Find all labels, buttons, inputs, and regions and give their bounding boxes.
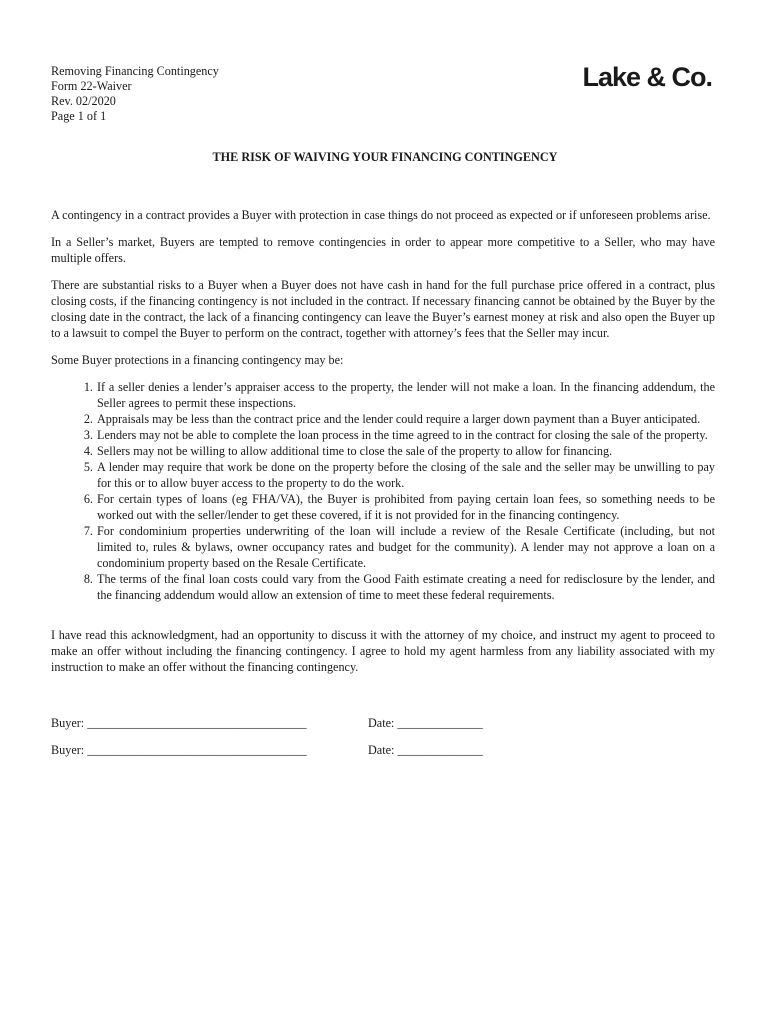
company-logo: Lake & Co. [582, 62, 712, 92]
form-revision: Rev. 02/2020 [51, 94, 116, 108]
list-item: 4. Sellers may not be willing to allow additional time to close the sale of the property to allow for financing. [96, 443, 715, 459]
signature-row-2 [51, 743, 483, 758]
paragraph-contingency: A contingency in a contract provides a Buyer with protection in case things do not proceed as expected or if unforeseen problems arise. [51, 208, 711, 222]
list-item: 3. Lenders may not be able to complete the loan process in the time agreed to in the contract for closing the sale of the property. [96, 427, 715, 443]
list-item: 1. If a seller denies a lender’s appraiser access to the property, the lender will not make a loan. In the financing addendum, the Seller agrees to permit these inspections. [96, 379, 715, 411]
list-item: 8. The terms of the final loan costs could vary from the Good Faith estimate creating a need for redisclosure by the lender, and the financing addendum would allow an extension of time to meet these federal requirements. [96, 571, 715, 603]
list-item: 6. For certain types of loans (eg FHA/VA), the Buyer is prohibited from paying certain loan fees, so something needs to be worked out with the seller/lender to get these covered, if it is not provided for in the financing contingency. [96, 491, 715, 523]
signature-row-1 [51, 716, 483, 731]
page-number: Page 1 of 1 [51, 109, 107, 123]
acknowledgment-paragraph: I have read this acknowledgment, had an opportunity to discuss it with the attorney of my choice, and instruct my agent to proceed to make an offer without including the financing contingency. I agree to hold my agent harmless from any liability associated with my instruction to make an offer without the financing contingency. [51, 628, 715, 674]
form-header-info [51, 64, 219, 124]
protections-list [51, 379, 715, 603]
date-line[interactable]: Date: ______________ [368, 743, 483, 757]
list-item: 5. A lender may require that work be done on the property before the closing of the sale and the seller may be unwilling to pay for this or to allow buyer access to the property to do the work. [96, 459, 715, 491]
buyer-signature-line[interactable]: Buyer: ____________________________________ [51, 716, 307, 730]
list-item: 2. Appraisals may be less than the contract price and the lender could require a larger down payment than a Buyer anticipated. [96, 411, 715, 427]
date-line[interactable]: Date: ______________ [368, 716, 483, 730]
paragraph-sellers-market: In a Seller’s market, Buyers are tempted to remove contingencies in order to appear more competitive to a Seller, who may have multiple offers. [51, 235, 715, 265]
paragraph-protections-intro: Some Buyer protections in a financing contingency may be: [51, 353, 344, 367]
form-name: Removing Financing Contingency [51, 64, 219, 78]
document-title: THE RISK OF WAIVING YOUR FINANCING CONTINGENCY [212, 150, 558, 164]
list-item: 7. For condominium properties underwriting of the loan will include a review of the Resale Certificate (including, but not limited to, rules & bylaws, owner occupancy rates and budget for the community). A lender may not approve a loan on a condominium property based on the Resale Certificate. [96, 523, 715, 571]
buyer-signature-line[interactable]: Buyer: ____________________________________ [51, 743, 307, 757]
document-body [51, 207, 715, 603]
form-number: Form 22-Waiver [51, 79, 132, 93]
paragraph-risks: There are substantial risks to a Buyer when a Buyer does not have cash in hand for the full purchase price offered in a contract, plus closing costs, if the financing contingency is not included in the contract. If necessary financing cannot be obtained by the Buyer by the closing date in the contract, the lack of a financing contingency can leave the Buyer’s earnest money at risk and also open the Buyer up to a lawsuit to compel the Buyer to perform on the contract, together with attorney’s fees that the Seller may incur. [51, 278, 715, 340]
